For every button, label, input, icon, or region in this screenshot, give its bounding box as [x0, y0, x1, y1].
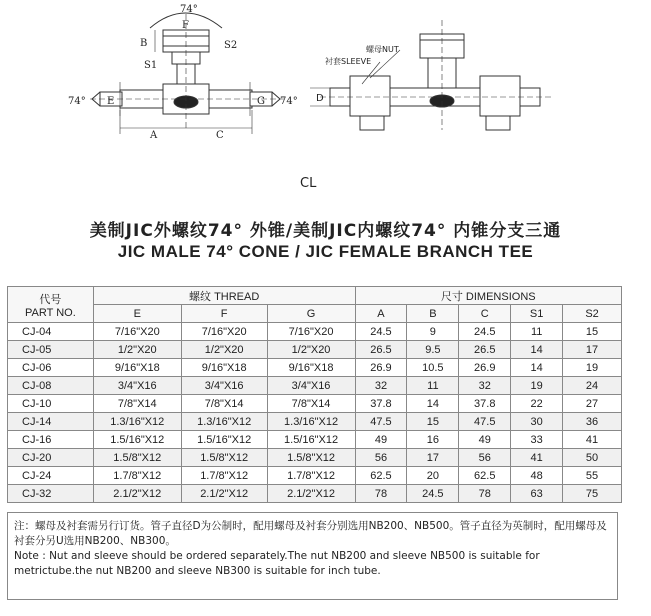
label-top-angle: 74°: [180, 4, 198, 15]
table-cell: 1.7/8"X12: [267, 467, 355, 485]
table-cell: 3/4"X16: [93, 377, 181, 395]
table-cell: 19: [563, 359, 622, 377]
table-cell: 9/16"X18: [267, 359, 355, 377]
table-cell: 62.5: [459, 467, 511, 485]
table-cell: 1/2"X20: [267, 341, 355, 359]
label-left-angle: 74°: [68, 96, 86, 107]
table-cell: 11: [511, 323, 563, 341]
cell-part-no: CJ-04: [8, 323, 94, 341]
table-cell: 1.7/8"X12: [181, 467, 267, 485]
model-code: CL: [300, 176, 317, 191]
table-cell: 37.8: [459, 395, 511, 413]
table-row: [8, 395, 622, 413]
header-part-no: [8, 287, 94, 323]
label-F: F: [182, 20, 189, 31]
label-G: G: [257, 96, 265, 107]
right-drawing: [310, 20, 552, 130]
table-cell: 1.3/16"X12: [181, 413, 267, 431]
left-drawing: [90, 13, 284, 134]
table-cell: 2.1/2"X12: [181, 485, 267, 503]
table-cell: 1/2"X20: [181, 341, 267, 359]
table-cell: 14: [407, 395, 459, 413]
label-sleeve: 衬套SLEEVE: [325, 57, 372, 66]
table-cell: 15: [407, 413, 459, 431]
table-cell: 2.1/2"X12: [93, 485, 181, 503]
table-cell: 1.7/8"X12: [93, 467, 181, 485]
table-cell: 49: [459, 431, 511, 449]
header-col-B: B: [407, 305, 459, 323]
header-col-A: A: [355, 305, 407, 323]
table-cell: 41: [511, 449, 563, 467]
table-cell: 1.5/16"X12: [93, 431, 181, 449]
table-cell: 17: [407, 449, 459, 467]
table-cell: 47.5: [459, 413, 511, 431]
note-english: Note : Nut and sleeve should be ordered separately.The nut NB200 and sleeve NB500 is suitable for metrictube.the nut NB200 and sleeve NB300 is suitable for inch tube.: [14, 550, 540, 577]
table-cell: 7/16"X20: [93, 323, 181, 341]
table-cell: 19: [511, 377, 563, 395]
table-cell: 9: [407, 323, 459, 341]
table-cell: 17: [563, 341, 622, 359]
table-row: [8, 341, 622, 359]
table-cell: 36: [563, 413, 622, 431]
header-dimension-group: 尺寸 DIMENSIONS: [355, 287, 622, 305]
table-cell: 48: [511, 467, 563, 485]
label-C: C: [216, 130, 224, 141]
table-cell: 41: [563, 431, 622, 449]
cell-part-no: CJ-16: [8, 431, 94, 449]
table-cell: 3/4"X16: [267, 377, 355, 395]
table-cell: 78: [355, 485, 407, 503]
table-cell: 56: [459, 449, 511, 467]
table-cell: 15: [563, 323, 622, 341]
table-cell: 1.3/16"X12: [93, 413, 181, 431]
table-cell: 1.5/16"X12: [181, 431, 267, 449]
label-right-angle: 74°: [280, 96, 298, 107]
table-row: [8, 323, 622, 341]
table-cell: 2.1/2"X12: [267, 485, 355, 503]
table-cell: 10.5: [407, 359, 459, 377]
table-cell: 47.5: [355, 413, 407, 431]
table-cell: 9/16"X18: [93, 359, 181, 377]
table-cell: 24.5: [407, 485, 459, 503]
cell-part-no: CJ-24: [8, 467, 94, 485]
cell-part-no: CJ-08: [8, 377, 94, 395]
header-col-E: E: [93, 305, 181, 323]
title-english: JIC MALE 74° CONE / JIC FEMALE BRANCH TEE: [117, 242, 534, 261]
table-cell: 7/8"X14: [93, 395, 181, 413]
table-cell: 26.9: [355, 359, 407, 377]
header-col-C: C: [459, 305, 511, 323]
table-cell: 1.5/8"X12: [181, 449, 267, 467]
table-cell: 7/16"X20: [181, 323, 267, 341]
table-cell: 9/16"X18: [181, 359, 267, 377]
table-cell: 37.8: [355, 395, 407, 413]
table-cell: 27: [563, 395, 622, 413]
table-row: [8, 377, 622, 395]
cell-part-no: CJ-05: [8, 341, 94, 359]
table-cell: 7/8"X14: [267, 395, 355, 413]
cell-part-no: CJ-14: [8, 413, 94, 431]
table-cell: 32: [355, 377, 407, 395]
label-S1: S1: [144, 60, 158, 71]
header-col-S2: S2: [563, 305, 622, 323]
table-cell: 22: [511, 395, 563, 413]
cell-part-no: CJ-32: [8, 485, 94, 503]
header-col-G: G: [267, 305, 355, 323]
table-row: [8, 359, 622, 377]
table-cell: 7/16"X20: [267, 323, 355, 341]
label-D: D: [316, 93, 324, 104]
table-cell: 26.5: [459, 341, 511, 359]
note-chinese: 注：螺母及衬套需另行订货。管子直径D为公制时，配用螺母及衬套分别选用NB200、NB500。管子直径为英制时，配用螺母及衬套分另U选用NB200、NB300。: [14, 520, 607, 547]
table-cell: 1.5/16"X12: [267, 431, 355, 449]
table-cell: 32: [459, 377, 511, 395]
table-row: [8, 431, 622, 449]
table-cell: 1.5/8"X12: [93, 449, 181, 467]
table-cell: 1/2"X20: [93, 341, 181, 359]
table-cell: 26.5: [355, 341, 407, 359]
table-cell: 49: [355, 431, 407, 449]
table-cell: 26.9: [459, 359, 511, 377]
table-row: [8, 449, 622, 467]
table-cell: 24: [563, 377, 622, 395]
cell-part-no: CJ-06: [8, 359, 94, 377]
table-cell: 63: [511, 485, 563, 503]
label-B: B: [140, 38, 148, 49]
table-cell: 9.5: [407, 341, 459, 359]
table-cell: 1.3/16"X12: [267, 413, 355, 431]
table-cell: 33: [511, 431, 563, 449]
table-cell: 14: [511, 359, 563, 377]
table-cell: 30: [511, 413, 563, 431]
cell-part-no: CJ-10: [8, 395, 94, 413]
label-S2: S2: [224, 40, 238, 51]
table-cell: 55: [563, 467, 622, 485]
header-part-cn: 代号: [39, 293, 62, 306]
note-box: [7, 512, 618, 600]
table-body: [8, 323, 622, 503]
table-cell: 78: [459, 485, 511, 503]
table-cell: 11: [407, 377, 459, 395]
table-cell: 14: [511, 341, 563, 359]
table-cell: 50: [563, 449, 622, 467]
table-row: [8, 485, 622, 503]
table-row: [8, 413, 622, 431]
table-cell: 24.5: [459, 323, 511, 341]
technical-drawings: [0, 0, 651, 200]
header-col-S1: S1: [511, 305, 563, 323]
table-cell: 62.5: [355, 467, 407, 485]
table-cell: 1.5/8"X12: [267, 449, 355, 467]
table-cell: 16: [407, 431, 459, 449]
table-cell: 7/8"X14: [181, 395, 267, 413]
label-E: E: [107, 96, 115, 107]
table-cell: 3/4"X16: [181, 377, 267, 395]
table-cell: 20: [407, 467, 459, 485]
label-A: A: [150, 130, 158, 141]
header-col-F: F: [181, 305, 267, 323]
table-row: [8, 467, 622, 485]
table-cell: 24.5: [355, 323, 407, 341]
cell-part-no: CJ-20: [8, 449, 94, 467]
label-nut: 螺母NUT: [366, 45, 399, 54]
title-chinese: 美制JIC外螺纹74° 外锥/美制JIC内螺纹74° 内锥分支三通: [89, 221, 562, 241]
dimensions-table: [7, 286, 622, 503]
header-thread-group: 螺纹 THREAD: [93, 287, 355, 305]
header-part-en: PART NO.: [25, 306, 76, 319]
table-cell: 56: [355, 449, 407, 467]
table-cell: 75: [563, 485, 622, 503]
